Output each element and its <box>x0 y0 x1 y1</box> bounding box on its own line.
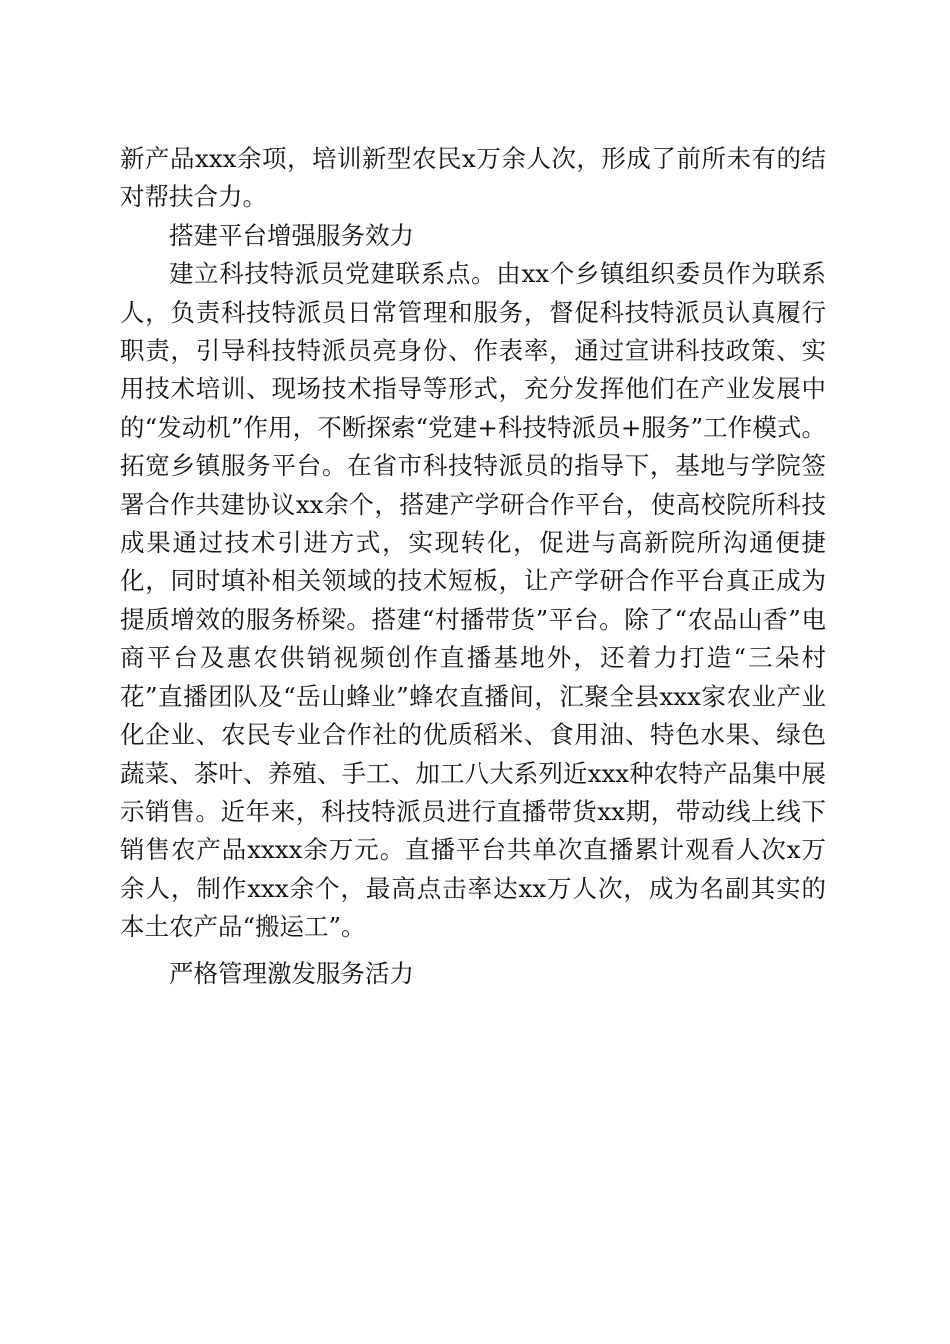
paragraph-continuation: 新产品xxx余项，培训新型农民x万余人次，形成了前所未有的结对帮扶合力。 <box>120 144 826 212</box>
document-body <box>120 140 826 993</box>
paragraph-platform-body: 建立科技特派员党建联系点。由xx个乡镇组织委员作为联系人，负责科技特派员日常管理和服务，督促科技特派员认真履行职责，引导科技特派员亮身份、作表率，通过宣讲科技政策、实用技术培训、现场技术指导等形式，充分发挥他们在产业发展中的“发动机”作用，不断探索“党建+科技特派员+服务”工作模式。拓宽乡镇服务平台。在省市科技特派员的指导下，基地与学院签署合作共建协议xx余个，搭建产学研合作平台，使高校院所科技成果通过技术引进方式，实现转化，促进与高新院所沟通便捷化，同时填补相关领域的技术短板，让产学研合作平台真正成为提质增效的服务桥梁。搭建“村播带货”平台。除了“农品山香”电商平台及惠农供销视频创作直播基地外，还着力打造“三朵村花”直播团队及“岳山蜂业”蜂农直播间，汇聚全县xxx家农业产业化企业、农民专业合作社的优质稻米、食用油、特色水果、绿色蔬菜、茶叶、养殖、手工、加工八大系列近xxx种农特产品集中展示销售。近年来，科技特派员进行直播带货xx期，带动线上线下销售农产品xxxx余万元。直播平台共单次直播累计观看人次x万余人，制作xxx余个，最高点击率达xx万人次，成为名副其实的本土农产品“搬运工”。 <box>120 259 826 942</box>
section-heading-platform: 搭建平台增强服务效力 <box>169 220 414 250</box>
section-heading-management: 严格管理激发服务活力 <box>169 958 414 988</box>
